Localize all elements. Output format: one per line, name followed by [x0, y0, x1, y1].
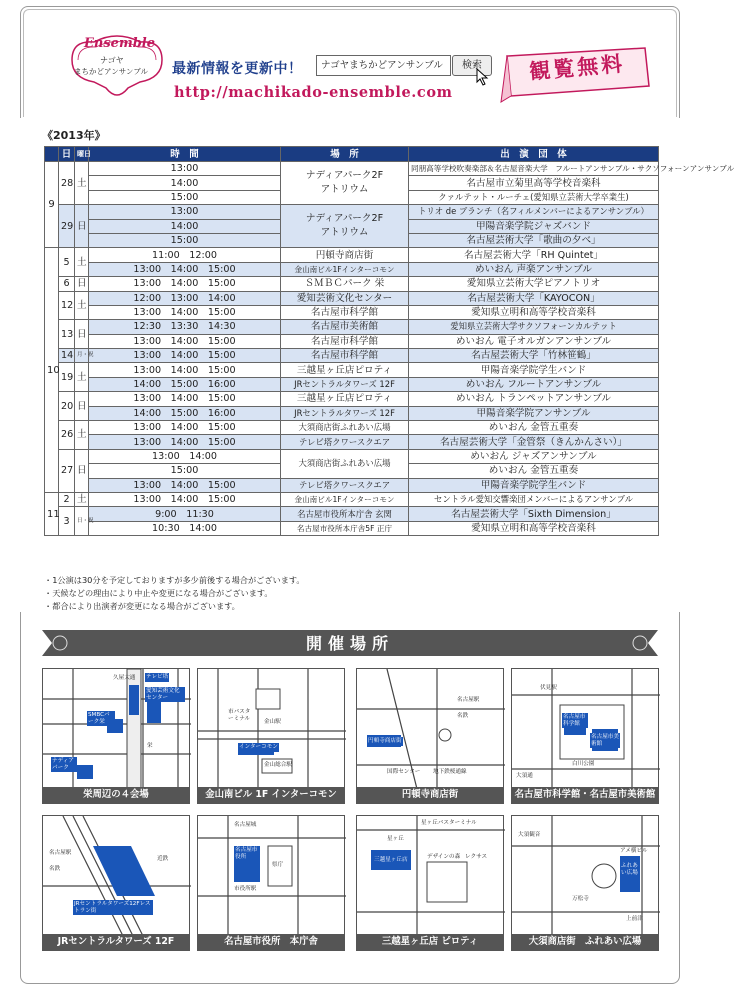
venue-cell: ナディアパーク2F アトリウム: [281, 162, 409, 205]
weekday-cell: 土: [75, 363, 89, 392]
venue-cell: 名古屋市役所本庁舎5F 正庁: [281, 521, 409, 535]
map-label: 星ヶ丘バスターミナル: [421, 820, 477, 826]
map-city-hall: [197, 815, 345, 951]
map-label: 名鉄: [457, 713, 469, 719]
map-label: テレビ塔: [146, 674, 169, 680]
time-cell: 14:00 15:00 16:00: [89, 377, 281, 391]
map-science-drawing: [512, 669, 660, 789]
notes: [44, 574, 305, 613]
table-row: [45, 392, 659, 406]
performer-cell: 名古屋芸術大学「Sixth Dimension」: [409, 507, 659, 521]
weekday-cell: 土: [75, 492, 89, 506]
table-row: [45, 262, 659, 276]
map-label: 金山総合駅: [264, 762, 292, 768]
map-label: JRセントラルタワーズ12Fレストラン街: [73, 900, 153, 915]
weekday-cell: 日: [75, 392, 89, 421]
venue-cell: 名古屋市科学館: [281, 305, 409, 319]
map-hoshigaoka: [356, 815, 504, 951]
table-row: [45, 421, 659, 435]
map-caption: 名古屋市科学館・名古屋市美術館: [512, 787, 658, 803]
table-row: [45, 277, 659, 291]
time-cell: 13:00 14:00 15:00: [89, 363, 281, 377]
time-cell: 13:00 14:00 15:00: [89, 305, 281, 319]
day-cell: 12: [59, 291, 75, 320]
table-row: [45, 478, 659, 492]
venue-cell: JRセントラルタワーズ 12F: [281, 406, 409, 420]
performer-cell: めいおん フルートアンサンブル: [409, 377, 659, 391]
table-row: [45, 449, 659, 463]
map-caption: 栄周辺の４会場: [43, 787, 189, 803]
map-label: 大須観音: [518, 832, 541, 838]
map-caption: 三越星ヶ丘店 ピロティ: [357, 934, 503, 950]
performer-cell: 甲陽音楽学院アンサンブル: [409, 406, 659, 420]
day-cell: 29: [59, 205, 75, 248]
map-label: 伏見駅: [540, 685, 557, 691]
venue-cell: JRセントラルタワーズ 12F: [281, 377, 409, 391]
weekday-cell: 土: [75, 291, 89, 320]
venue-cell: 金山南ビル1Fインターコモン: [281, 262, 409, 276]
map-label: 万松寺: [572, 896, 589, 902]
month-cell: 9: [45, 162, 59, 248]
time-cell: 14:00 15:00 16:00: [89, 406, 281, 420]
time-cell: 13:00: [89, 205, 281, 219]
map-caption: 大須商店街 ふれあい広場: [512, 934, 658, 950]
month-cell: 10: [45, 248, 59, 493]
day-cell: 27: [59, 449, 75, 492]
map-label: レクサス: [465, 854, 488, 860]
performer-cell: 名古屋芸術大学「KAYOCON」: [409, 291, 659, 305]
map-kanayama: [197, 668, 345, 804]
venue-title: 開催場所: [305, 634, 394, 653]
map-label: 近鉄: [157, 856, 169, 862]
schedule-table: [44, 146, 734, 536]
time-cell: 15:00: [89, 190, 281, 204]
time-cell: 13:00 14:00 15:00: [89, 421, 281, 435]
map-label: 名古屋市美術館: [591, 734, 619, 747]
time-cell: 15:00: [89, 464, 281, 478]
time-cell: 14:00: [89, 176, 281, 190]
performer-cell: めいおん 電子オルガンアンサンブル: [409, 334, 659, 348]
table-row: [45, 320, 659, 334]
venue-cell: テレビ塔クワースクエア: [281, 478, 409, 492]
venue-cell: 大須商店街ふれあい広場: [281, 449, 409, 478]
performer-cell: めいおん 声楽アンサンブル: [409, 262, 659, 276]
note-3: ・都合により出演者が変更になる場合がございます。: [44, 601, 240, 611]
map-caption: 円頓寺商店街: [357, 787, 503, 803]
search-input[interactable]: ナゴヤまちかどアンサンブル: [316, 55, 451, 76]
logo-sub1: ナゴヤ: [100, 56, 124, 65]
map-label: 県庁: [272, 862, 284, 868]
venue-cell: テレビ塔クワースクエア: [281, 435, 409, 449]
day-cell: 6: [59, 277, 75, 291]
performer-cell: 名古屋芸術大学「竹林笹鶴」: [409, 349, 659, 363]
map-label: 名古屋城: [234, 822, 257, 828]
time-cell: 10:30 14:00: [89, 521, 281, 535]
venue-cell: 名古屋市科学館: [281, 349, 409, 363]
time-cell: 14:00: [89, 219, 281, 233]
performer-cell: めいおん ジャズアンサンブル: [409, 449, 659, 463]
time-cell: 9:00 11:30: [89, 507, 281, 521]
map-hoshigaoka-drawing: [357, 816, 505, 936]
day-header: 日: [59, 147, 75, 162]
map-endoji-drawing: [357, 669, 505, 789]
table-row: [45, 349, 659, 363]
performer-cell: めいおん 金管五重奏: [409, 421, 659, 435]
venue-header: 場 所: [281, 147, 409, 162]
performer-cell: 名古屋芸術大学「RH Quintet」: [409, 248, 659, 262]
performer-cell: 名古屋芸術大学「歌曲の夕べ」: [409, 233, 659, 247]
time-cell: 13:00 14:00 15:00: [89, 478, 281, 492]
map-label: 金山駅: [264, 719, 281, 725]
map-osu: [511, 815, 659, 951]
weekday-cell: 日: [75, 277, 89, 291]
day-cell: 20: [59, 392, 75, 421]
table-row: [45, 435, 659, 449]
time-cell: 13:00 14:00 15:00: [89, 349, 281, 363]
year-label: 《2013年》: [42, 129, 106, 142]
venue-cell: 名古屋市美術館: [281, 320, 409, 334]
note-1: ・1公演は30分を予定しておりますが多少前後する場合がございます。: [44, 575, 305, 585]
performer-cell: 愛知県立明和高等学校音楽科: [409, 305, 659, 319]
weekday-cell: 土: [75, 162, 89, 205]
performer-cell: 愛知県立明和高等学校音楽科: [409, 521, 659, 535]
day-cell: 5: [59, 248, 75, 277]
table-row: [45, 334, 659, 348]
month-cell: 11: [45, 492, 59, 535]
map-caption: 名古屋市役所 本庁舎: [198, 934, 344, 950]
map-label: 大須通: [516, 773, 533, 779]
performer-cell: 愛知県立芸術大学ピアノトリオ: [409, 277, 659, 291]
day-cell: 2: [59, 492, 75, 506]
map-label: 星ヶ丘: [387, 836, 404, 842]
performer-cell: 愛知県立芸術大学サクソフォーンカルテット: [409, 320, 659, 334]
weekday-cell: 日・祝: [75, 507, 89, 536]
map-label: ふれあい広場: [620, 862, 640, 877]
map-label: インターコモン: [239, 744, 278, 750]
time-cell: 15:00: [89, 233, 281, 247]
map-label: 栄: [147, 743, 153, 749]
map-endoji: [356, 668, 504, 804]
table-row: [45, 406, 659, 420]
time-cell: 13:00: [89, 162, 281, 176]
news-heading: 最新情報を更新中！: [172, 61, 303, 77]
weekday-cell: 土: [75, 421, 89, 450]
weekday-header: 曜日: [75, 147, 89, 162]
table-row: [45, 162, 659, 176]
map-label: SMBCパーク栄: [87, 711, 115, 726]
map-jr-drawing: [43, 816, 191, 936]
day-cell: 28: [59, 162, 75, 205]
site-url[interactable]: http://machikado-ensemble.com: [174, 84, 453, 101]
performer-cell: 甲陽音楽学院ジャズバンド: [409, 219, 659, 233]
venue-cell: ナディアパーク2F アトリウム: [281, 205, 409, 248]
map-label: 名古屋市役所: [234, 846, 260, 861]
venue-cell: 円頓寺商店街: [281, 248, 409, 262]
table-row: [45, 363, 659, 377]
map-label: 地下鉄桜通線: [433, 769, 467, 775]
map-label: 三越星ヶ丘店: [374, 857, 408, 863]
map-sakae: [42, 668, 190, 804]
venue-cell: 金山南ビル1Fインターコモン: [281, 492, 409, 506]
performer-cell: 甲陽音楽学院学生バンド: [409, 363, 659, 377]
table-row: [45, 205, 659, 219]
map-city-hall-drawing: [198, 816, 346, 936]
table-row: [45, 291, 659, 305]
time-cell: 13:00 14:00: [89, 449, 281, 463]
table-row: [45, 377, 659, 391]
venue-cell: ＳＭＢＣパーク 栄: [281, 277, 409, 291]
performer-cell: セントラル愛知交響楽団メンバーによるアンサンブル: [409, 492, 659, 506]
performer-cell: 名古屋芸術大学「金管祭（きんかんさい）」: [409, 435, 659, 449]
weekday-cell: 日: [75, 449, 89, 492]
map-label: 国際センター: [387, 769, 421, 775]
venue-cell: 名古屋市科学館: [281, 334, 409, 348]
time-cell: 13:00 14:00 15:00: [89, 392, 281, 406]
map-label: デザインの森: [427, 854, 461, 860]
day-cell: 26: [59, 421, 75, 450]
header: [0, 0, 700, 120]
map-label: 円頓寺商店街: [368, 738, 402, 744]
weekday-cell: 日: [75, 320, 89, 349]
performer-header: 出 演 団 体: [409, 147, 659, 162]
search-button[interactable]: 検索: [452, 55, 492, 76]
performer-cell: 甲陽音楽学院学生バンド: [409, 478, 659, 492]
day-cell: 14: [59, 349, 75, 363]
table-row: [45, 305, 659, 319]
venue-cell: 名古屋市役所本庁舎 玄関: [281, 507, 409, 521]
performer-cell: めいおん 金管五重奏: [409, 464, 659, 478]
table-row: [45, 521, 659, 535]
table-row: [45, 507, 659, 521]
map-kanayama-drawing: [198, 669, 346, 789]
map-science: [511, 668, 659, 804]
map-label: 名鉄: [49, 866, 61, 872]
time-cell: 11:00 12:00: [89, 248, 281, 262]
map-caption: JRセントラルタワーズ 12F: [43, 934, 189, 950]
map-label: 名古屋市科学館: [562, 713, 588, 728]
free-badge: 観覧無料: [528, 51, 627, 84]
performer-cell: 名古屋市立菊里高等学校音楽科: [409, 176, 659, 190]
weekday-cell: 月・祝: [75, 349, 89, 363]
day-cell: 19: [59, 363, 75, 392]
map-label: 名古屋駅: [49, 850, 72, 856]
map-label: ナディアパーク: [51, 757, 77, 772]
note-2: ・天候などの理由により中止や変更になる場合がございます。: [44, 588, 273, 598]
day-cell: 13: [59, 320, 75, 349]
map-label: 名古屋駅: [457, 697, 480, 703]
table-header-row: [45, 147, 659, 162]
time-cell: 12:30 13:30 14:30: [89, 320, 281, 334]
performer-cell: クァルテット・ルーチェ(愛知県立芸術大学卒業生): [409, 190, 659, 204]
performer-cell: めいおん トランペットアンサンブル: [409, 392, 659, 406]
map-label: 市バスターミナル: [228, 709, 251, 722]
logo-sub2: まちかどアンサンブル: [74, 67, 149, 76]
month-header: [45, 147, 59, 162]
performer-cell: トリオ de ブランチ（名フィルメンバーによるアンサンブル）: [409, 205, 659, 219]
day-cell: 3: [59, 507, 75, 536]
time-cell: 13:00 14:00 15:00: [89, 277, 281, 291]
time-cell: 13:00 14:00 15:00: [89, 492, 281, 506]
table-row: [45, 492, 659, 506]
logo-text: Ensemble: [84, 36, 156, 51]
time-cell: 12:00 13:00 14:00: [89, 291, 281, 305]
time-cell: 13:00 14:00 15:00: [89, 334, 281, 348]
map-label: 白川公園: [572, 761, 595, 767]
map-jr-towers: [42, 815, 190, 951]
venue-cell: 三越星ヶ丘店ピロティ: [281, 392, 409, 406]
map-label: アメ横ビル: [620, 848, 648, 854]
cursor-icon: [476, 68, 490, 86]
table-row: [45, 248, 659, 262]
time-header: 時 間: [89, 147, 281, 162]
map-label: 市役所駅: [234, 886, 257, 892]
map-label: 久屋大通: [113, 675, 136, 681]
time-cell: 13:00 14:00 15:00: [89, 262, 281, 276]
time-cell: 13:00 14:00 15:00: [89, 435, 281, 449]
performer-cell: 同朋高等学校吹奏楽部＆名古屋音楽大学 フルートアンサンブル・サクソフォーンアンサンブル: [409, 162, 659, 176]
weekday-cell: 土: [75, 248, 89, 277]
venue-cell: 三越星ヶ丘店ピロティ: [281, 363, 409, 377]
map-caption: 金山南ビル 1F インターコモン: [198, 787, 344, 803]
map-label: 愛知芸術文化センター: [145, 687, 185, 702]
venue-cell: 愛知芸術文化センター: [281, 291, 409, 305]
weekday-cell: 日: [75, 205, 89, 248]
map-label: 上前津: [626, 916, 643, 922]
venue-cell: 大須商店街ふれあい広場: [281, 421, 409, 435]
